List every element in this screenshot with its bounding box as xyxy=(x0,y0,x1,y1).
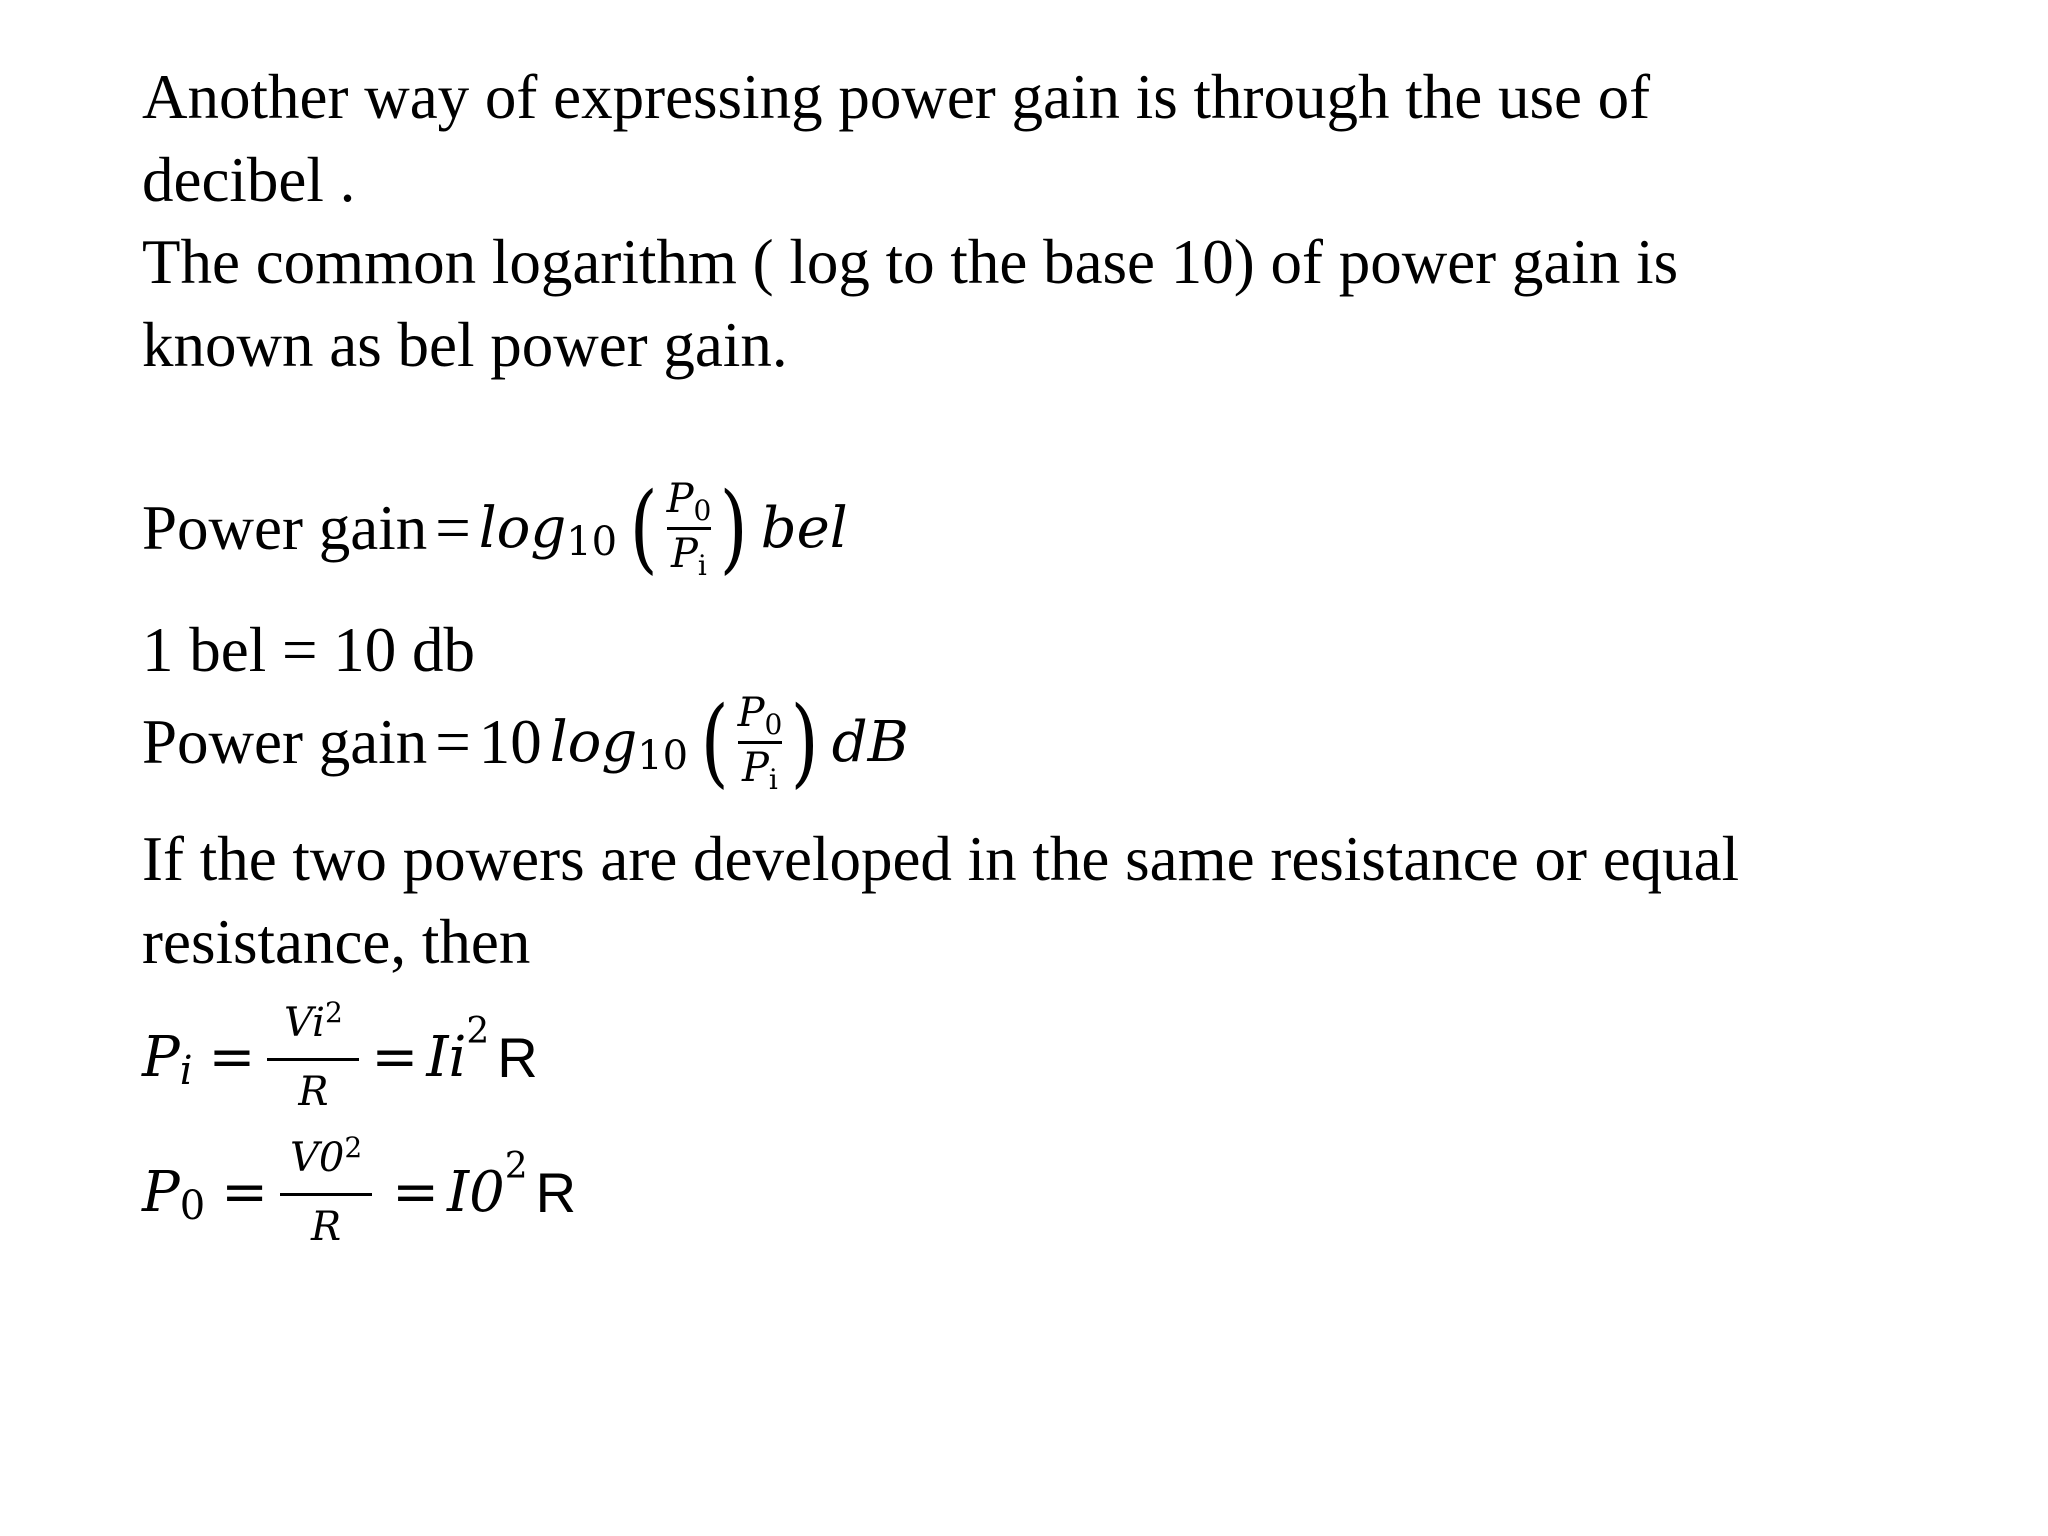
bel-gain-log-base: 10 xyxy=(566,519,618,565)
intro-line-1: Another way of expressing power gain is through the use of xyxy=(142,62,1651,132)
bel-gain-left-paren: ( xyxy=(629,472,658,584)
resistance-line-2: resistance, then xyxy=(142,907,531,977)
output-power-fraction xyxy=(280,1130,372,1250)
bel-gain-den: P xyxy=(671,530,698,577)
input-power-resistance: R xyxy=(497,1025,538,1089)
db-gain-num: P xyxy=(737,689,765,736)
fraction-bar xyxy=(267,1058,359,1061)
resistance-line-1: If the two powers are developed in the same resistance or equal xyxy=(142,824,1740,894)
input-power-den: R xyxy=(298,1068,329,1115)
input-power-equals: = xyxy=(208,1024,256,1090)
fraction-bar xyxy=(280,1193,372,1196)
log-definition-line-1: The common logarithm ( log to the base 10) of power gain is xyxy=(142,227,1679,297)
input-power-fraction xyxy=(267,995,359,1115)
db-gain-label: Power gain xyxy=(142,706,428,777)
output-power-equals-2: = xyxy=(392,1159,439,1225)
db-gain-ratio xyxy=(738,691,783,794)
output-power-lhs: P xyxy=(142,1159,180,1225)
output-power-rhs-sup: 2 xyxy=(504,1145,528,1187)
db-gain-unit: dB xyxy=(831,709,909,775)
db-gain-log-base: 10 xyxy=(637,733,689,779)
db-gain-den-sub: i xyxy=(768,762,778,796)
input-power-equals-2: = xyxy=(371,1024,419,1090)
output-power-equation xyxy=(142,1122,576,1262)
output-power-den: R xyxy=(311,1203,342,1250)
output-power-num: V0 xyxy=(289,1134,345,1181)
db-gain-equation xyxy=(142,682,909,802)
bel-gain-log: log xyxy=(478,495,567,561)
bel-gain-equation xyxy=(142,468,848,588)
bel-gain-equals: = xyxy=(435,492,471,563)
input-power-lhs: P xyxy=(142,1024,180,1090)
output-power-num-sup: 2 xyxy=(344,1130,363,1164)
output-power-equals: = xyxy=(221,1159,269,1225)
db-gain-left-paren: ( xyxy=(700,686,729,798)
bel-gain-right-paren: ) xyxy=(720,472,749,584)
bel-gain-den-sub: i xyxy=(697,548,707,582)
input-power-rhs: Ii xyxy=(426,1024,467,1090)
intro-line-2: decibel . xyxy=(142,145,356,215)
intro-paragraph xyxy=(142,56,1650,222)
input-power-rhs-sup: 2 xyxy=(466,1010,490,1052)
resistance-paragraph xyxy=(142,818,1739,984)
db-gain-num-sub: 0 xyxy=(764,707,783,741)
db-gain-log: log xyxy=(549,709,638,775)
bel-gain-num-sub: 0 xyxy=(693,493,712,527)
input-power-equation xyxy=(142,987,538,1127)
db-gain-right-paren: ) xyxy=(791,686,820,798)
log-definition-line-2: known as bel power gain. xyxy=(142,310,788,380)
output-power-rhs: I0 xyxy=(446,1159,505,1225)
bel-gain-label: Power gain xyxy=(142,492,428,563)
output-power-resistance: R xyxy=(535,1160,577,1224)
db-gain-den: P xyxy=(742,744,769,791)
bel-gain-unit: bel xyxy=(760,495,848,561)
db-gain-coefficient: 10 xyxy=(478,706,542,777)
output-power-lhs-sub: 0 xyxy=(179,1183,206,1229)
input-power-num-sup: 2 xyxy=(324,995,343,1029)
bel-gain-num: P xyxy=(666,475,694,522)
bel-conversion-text: 1 bel = 10 db xyxy=(142,614,475,685)
db-gain-equals: = xyxy=(435,706,471,777)
input-power-lhs-sub: i xyxy=(179,1048,193,1094)
bel-gain-ratio xyxy=(667,477,712,580)
input-power-num: Vi xyxy=(284,999,325,1046)
log-definition-paragraph xyxy=(142,221,1678,387)
